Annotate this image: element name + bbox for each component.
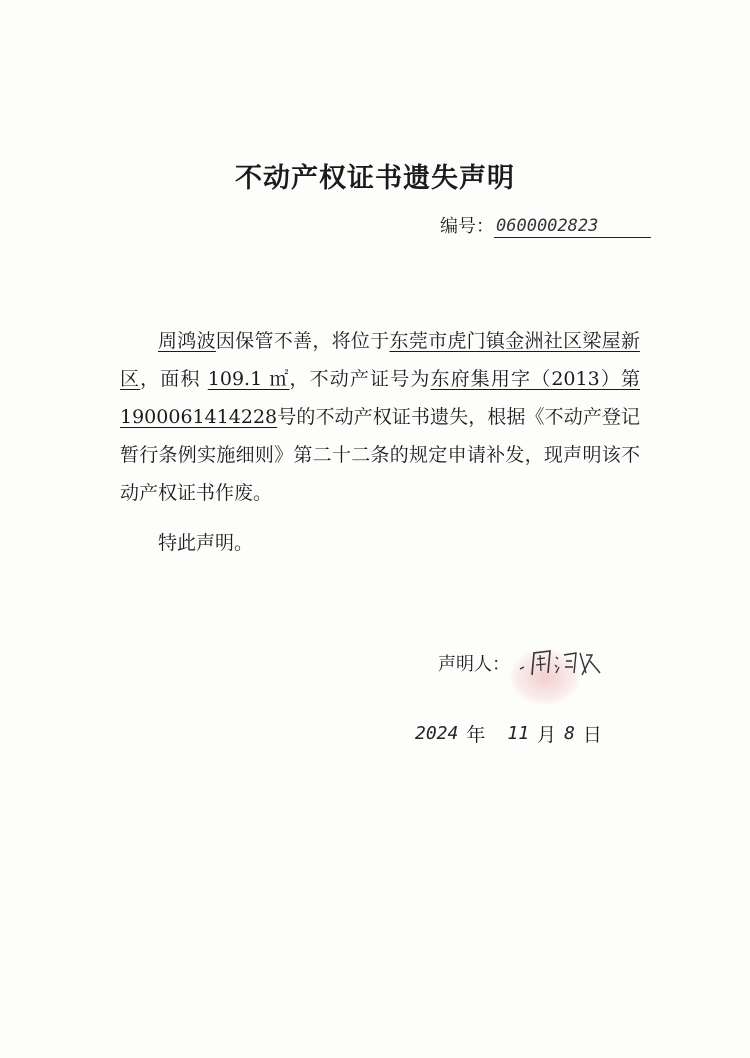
declarant-name: 周鸿波 — [158, 330, 216, 352]
number-label: 编号： — [440, 216, 494, 237]
declaration-paragraph — [120, 322, 640, 512]
body-segment-3: ，不动产证号为 — [289, 368, 431, 390]
property-location: 东莞市虎门镇金洲社区梁屋新区 — [120, 330, 640, 390]
date-month: 11 — [507, 723, 530, 744]
date-day: 8 — [564, 723, 575, 744]
document-title: 不动产权证书遗失声明 — [235, 163, 515, 194]
body-segment-1: 因保管不善，将位于 — [215, 330, 390, 352]
handwritten-signature — [516, 643, 626, 683]
declarant-line — [438, 643, 626, 683]
date-line — [415, 720, 602, 747]
date-year: 2024 — [415, 723, 459, 744]
signature-area — [516, 643, 626, 683]
property-area: 109.1 ㎡ — [207, 368, 290, 390]
declarant-label: 声明人： — [438, 654, 510, 675]
declaration-body — [120, 322, 640, 512]
date-year-label: 年 — [466, 724, 486, 746]
certificate-prefix: 东府集用字（2013）第 — [430, 368, 640, 390]
closing-statement: 特此声明。 — [158, 532, 254, 554]
certificate-number: 1900061414228 — [120, 406, 278, 428]
number-value: 0600002823 — [494, 215, 651, 238]
body-segment-4: 号的不动产权证书遗失，根据《不动产登记暂行条例实施细则》第二十二条的规定申请补发，现声明该不动产权证书作废。 — [120, 406, 640, 504]
date-day-label: 日 — [582, 724, 602, 746]
date-month-label: 月 — [537, 724, 557, 746]
number-line — [440, 212, 651, 238]
body-segment-2: ，面积 — [140, 368, 208, 390]
